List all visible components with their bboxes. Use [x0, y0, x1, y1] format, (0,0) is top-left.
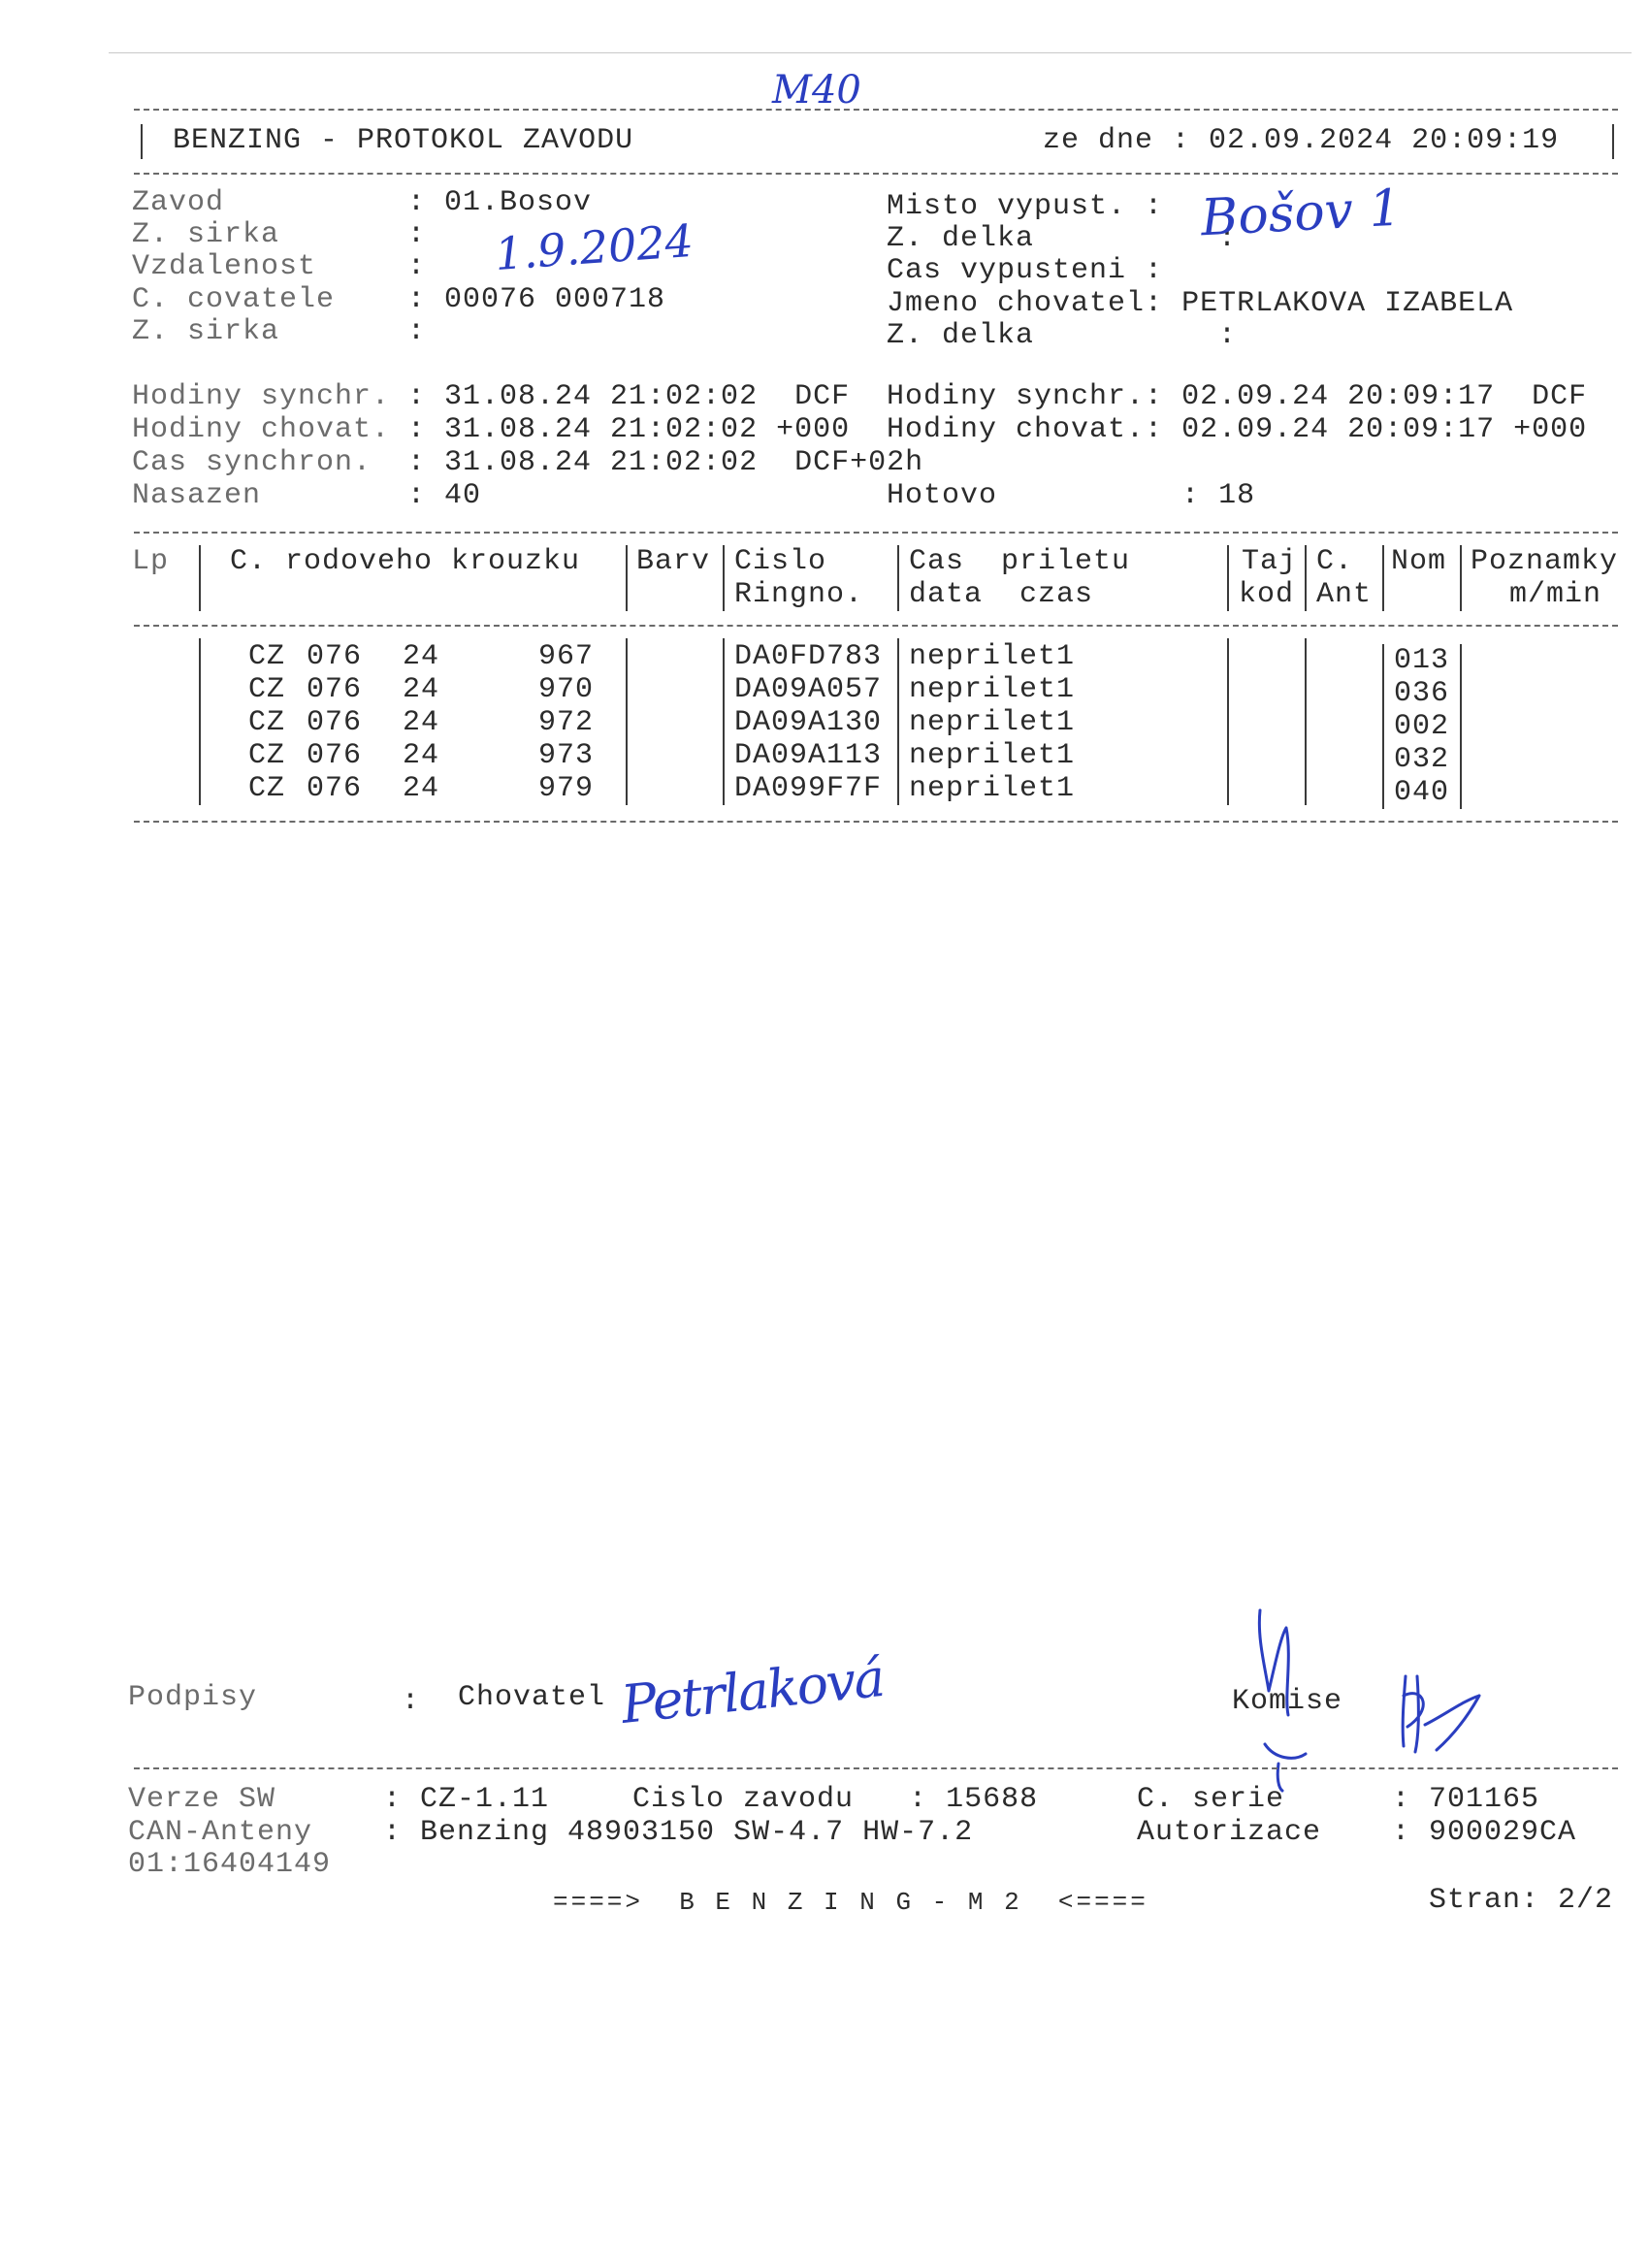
col-header-time: Cas priletu	[909, 545, 1131, 578]
race-number-label: Cislo zavodu : 15688	[632, 1783, 1039, 1816]
col-header-ring: C. rodoveho krouzku	[230, 545, 581, 578]
basketed-count: 40	[444, 479, 482, 512]
commission-signature-label: Komise	[1232, 1685, 1343, 1718]
col-sep	[626, 545, 628, 611]
ring-year: 24	[403, 640, 440, 673]
report-date: 02.09.2024 20:09:19	[1209, 124, 1560, 157]
commission-signature-1	[1217, 1581, 1324, 1775]
col-header-ant: C.	[1316, 545, 1354, 578]
authorization-value: : 900029CA	[1392, 1816, 1577, 1849]
sync-value: : 31.08.24 21:02:02 +000	[407, 413, 851, 446]
table-row	[0, 706, 1649, 743]
arrival-status: neprilet1	[909, 673, 1076, 706]
nom-value: 032	[1394, 743, 1450, 776]
ring-year: 24	[403, 673, 440, 706]
col-header-note-2: m/min	[1509, 578, 1602, 611]
info-label: Cas vypusteni :	[887, 254, 1164, 287]
arrival-status: neprilet1	[909, 772, 1076, 805]
serial-value: : 701165	[1392, 1783, 1540, 1816]
col-sep	[199, 545, 201, 611]
report-date-label: ze dne : 02.09.2024 20:09:19	[1043, 124, 1560, 157]
header-right-bar	[1612, 124, 1614, 159]
race-name: 01.Bosov	[444, 186, 593, 219]
authorization-value-text: 900029CA	[1429, 1816, 1577, 1849]
col-sep	[897, 545, 899, 611]
ring-country: CZ	[248, 739, 286, 772]
page-title: BENZING - PROTOKOL ZAVODU	[173, 124, 634, 157]
col-header-chip: Cislo	[734, 545, 827, 578]
nom-value: 013	[1394, 644, 1450, 677]
commission-signature-2	[1368, 1639, 1474, 1746]
info-colon: : 01.Bosov	[407, 186, 593, 219]
sw-version: : CZ-1.11	[383, 1783, 550, 1816]
info-colon: :	[407, 250, 427, 283]
longitude-label: Z. delka	[887, 222, 1035, 255]
table-row	[0, 640, 1649, 677]
table-row	[0, 739, 1649, 776]
col-header-taj-2: kod	[1239, 578, 1295, 611]
info-label: Z. sirka	[132, 218, 280, 251]
info-colon: : 00076 000718	[407, 283, 666, 316]
ring-org: 076	[307, 739, 363, 772]
sync-label: Hodiny synchr.	[132, 380, 391, 413]
breeder-signature-label: Chovatel	[458, 1681, 606, 1714]
divider-top	[134, 109, 1618, 111]
col-sep	[1305, 638, 1307, 805]
col-header-ant-2: Ant	[1316, 578, 1373, 611]
sync-label: Cas synchron.	[132, 446, 391, 479]
table-row	[0, 772, 1649, 809]
nom-value: 002	[1394, 710, 1450, 743]
col-sep	[723, 545, 725, 611]
ring-number: 972	[538, 706, 595, 739]
ring-org: 076	[307, 640, 363, 673]
done-label: Hotovo	[887, 479, 998, 512]
arrival-status: neprilet1	[909, 640, 1076, 673]
sync-label: Hodiny chovat.: 02.09.24 20:09:17 +000	[887, 413, 1588, 446]
divider-table-header	[134, 625, 1618, 627]
scan-edge-line	[109, 52, 1632, 53]
done-count: 18	[1218, 479, 1256, 512]
breeder-clock-label: Hodiny chovat.	[887, 413, 1146, 446]
ring-country: CZ	[248, 772, 286, 805]
ring-year: 24	[403, 706, 440, 739]
col-header-nom: Nom	[1391, 545, 1447, 578]
breeder-clock-value-2: 02.09.24 20:09:17 +000	[1181, 413, 1588, 446]
col-sep	[626, 638, 628, 805]
divider-header-bottom	[134, 173, 1618, 175]
info-label: Z. sirka	[132, 315, 280, 348]
breeder-name-label: Jmeno chovatel	[887, 287, 1146, 320]
col-header-time-2: data czas	[909, 578, 1094, 611]
ring-country: CZ	[248, 673, 286, 706]
sync-label: Hodiny synchr.: 02.09.24 20:09:17 DCF	[887, 380, 1588, 413]
col-header-color: Barv	[636, 545, 711, 578]
sync-time-value: 31.08.24 21:02:02 DCF+02h	[444, 446, 924, 479]
authorization-label: Autorizace	[1137, 1816, 1322, 1849]
chip-id: DA09A113	[734, 739, 883, 772]
col-header-note: Poznamky	[1471, 545, 1619, 578]
nom-value: 040	[1394, 776, 1450, 809]
info-label: Z. delka :	[887, 222, 1238, 255]
info-label: Zavod	[132, 186, 225, 219]
col-header-chip-2: Ringno.	[734, 578, 864, 611]
col-sep	[1227, 545, 1229, 611]
ring-org: 076	[307, 673, 363, 706]
info-colon: :	[407, 315, 427, 348]
chip-id: DA09A130	[734, 706, 883, 739]
antenna-value: : Benzing 48903150 SW-4.7 HW-7.2	[383, 1816, 974, 1849]
handwritten-release-place: Bošov 1	[1199, 178, 1403, 248]
brand-line: ====> B E N Z I N G - M 2 <====	[553, 1888, 1148, 1917]
col-sep	[1382, 545, 1384, 611]
info-label: Vzdalenost	[132, 250, 317, 283]
ring-number: 970	[538, 673, 595, 706]
ring-number: 967	[538, 640, 595, 673]
ring-number: 973	[538, 739, 595, 772]
breeder-name: PETRLAKOVA IZABELA	[1181, 287, 1514, 320]
sync-value: : 31.08.24 21:02:02 DCF+02h	[407, 446, 924, 479]
handwritten-date: 1.9.2024	[493, 213, 695, 281]
info-label: Z. delka :	[887, 319, 1238, 352]
breeder-signature: Petrlaková	[618, 1647, 887, 1735]
serial-label: C. serie	[1137, 1783, 1285, 1816]
release-time-label: Cas vypusteni	[887, 254, 1127, 287]
sync-label: Nasazen	[132, 479, 372, 512]
col-sep	[199, 638, 201, 805]
sw-version-label: Verze SW	[128, 1783, 276, 1816]
sync-clock-value: 31.08.24 21:02:02 DCF	[444, 380, 851, 413]
info-label: C. covatele	[132, 283, 336, 316]
signatures-label: Podpisy	[128, 1681, 258, 1714]
col-sep	[1382, 644, 1384, 809]
info-colon: :	[407, 218, 427, 251]
sync-clock-value-2: 02.09.24 20:09:17 DCF	[1181, 380, 1588, 413]
longitude-label-2: Z. delka	[887, 319, 1035, 352]
arrival-status: neprilet1	[909, 739, 1076, 772]
divider-table-bottom	[134, 821, 1618, 823]
breeder-number: 00076 000718	[444, 283, 666, 316]
col-sep	[1460, 644, 1462, 809]
col-sep	[897, 638, 899, 805]
antenna-value-text: Benzing 48903150 SW-4.7 HW-7.2	[420, 1816, 974, 1849]
arrival-status: neprilet1	[909, 706, 1076, 739]
header-left-bar	[141, 124, 143, 159]
divider-table-top	[134, 532, 1618, 534]
sync-label: Hotovo : 18	[887, 479, 1256, 512]
sw-version-value: CZ-1.11	[420, 1783, 550, 1816]
ring-year: 24	[403, 772, 440, 805]
chip-id: DA09A057	[734, 673, 883, 706]
col-sep	[1227, 638, 1229, 805]
sync-value: : 31.08.24 21:02:02 DCF	[407, 380, 851, 413]
table-row	[0, 673, 1649, 710]
sync-value: : 40	[407, 479, 482, 512]
nom-value: 036	[1394, 677, 1450, 710]
col-sep	[1460, 545, 1462, 611]
ring-country: CZ	[248, 706, 286, 739]
chip-id: DA0FD783	[734, 640, 883, 673]
sync-clock-label: Hodiny synchr.	[887, 380, 1146, 413]
col-header-lp: Lp	[132, 545, 170, 578]
antenna-id: 01:16404149	[128, 1848, 332, 1881]
signatures-colon: :	[402, 1685, 421, 1718]
info-label: Jmeno chovatel: PETRLAKOVA IZABELA	[887, 287, 1514, 320]
antenna-label: CAN-Anteny	[128, 1816, 313, 1849]
ring-number: 979	[538, 772, 595, 805]
release-place-label: Misto vypust.	[887, 190, 1127, 223]
handwritten-top-note: M40	[772, 68, 861, 113]
ring-country: CZ	[248, 640, 286, 673]
race-number-value: 15688	[946, 1783, 1039, 1816]
chip-id: DA099F7F	[734, 772, 883, 805]
date-label: ze dne	[1043, 124, 1154, 157]
race-number-label-text: Cislo zavodu	[632, 1783, 855, 1816]
ring-org: 076	[307, 706, 363, 739]
ring-year: 24	[403, 739, 440, 772]
divider-footer	[134, 1767, 1618, 1769]
ring-org: 076	[307, 772, 363, 805]
breeder-clock-value: 31.08.24 21:02:02 +000	[444, 413, 851, 446]
col-sep	[723, 638, 725, 805]
info-label: Misto vypust. :	[887, 190, 1164, 223]
page-number: Stran: 2/2	[1429, 1884, 1614, 1917]
col-sep	[1305, 545, 1307, 611]
col-header-taj: Taj	[1242, 545, 1298, 578]
sync-label: Hodiny chovat.	[132, 413, 391, 446]
serial-value-text: 701165	[1429, 1783, 1540, 1816]
